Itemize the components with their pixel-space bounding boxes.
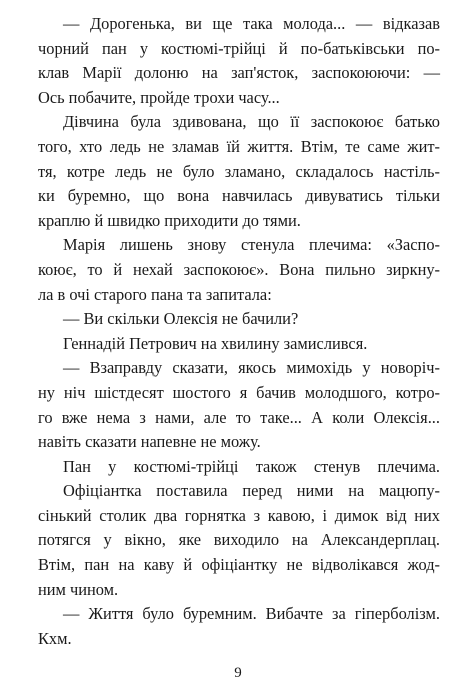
text-line-16: ну ніч шістдесят шостого я бачив молодшого, котро- [38, 382, 440, 402]
text-line-26: Кхм. [38, 628, 72, 648]
text-line-23: Втім, пан на каву й офіціантку не відволікався жод- [38, 555, 440, 575]
text-line-17: го вже нема з нами, але то таке... А коли Олексія... [38, 407, 440, 427]
text-line-10: Марія лишень знову стенула плечима: «Заспо- [63, 235, 440, 255]
text-line-9: краплю й швидко приходити до тями. [38, 210, 301, 230]
text-line-4: Ось побачите, пройде трохи часу... [38, 87, 280, 107]
text-line-1: — Дорогенька, ви ще така молода... — відказав [63, 14, 440, 33]
page-number: 9 [234, 665, 242, 681]
text-line-11: коює, то й нехай заспокоює». Вона пильно зиркну- [38, 259, 440, 279]
text-line-24: ним чином. [38, 579, 119, 599]
text-line-14: Геннадій Петрович на хвилину замислився. [63, 333, 368, 353]
text-line-19: Пан у костюмі-трійці також стенув плечима. [63, 456, 440, 476]
text-line-7: тя, котре ледь не було зламано, складалось настіль- [38, 161, 440, 181]
text-line-15: — Взаправду сказати, якось мимохідь у новоріч- [63, 358, 440, 378]
page-text [38, 12, 440, 651]
text-line-3: клав Марії долоню на зап'ясток, заспокоюючи: — [38, 63, 440, 83]
text-line-18: навіть сказати напевне не можу. [38, 432, 261, 452]
text-line-2: чорний пан у костюмі-трійці й по-батьківськи по- [38, 38, 440, 58]
text-line-12: ла в очі старого пана та запитала: [38, 284, 272, 304]
text-line-22: потягся у вікно, яке виходило на Александерплац. [38, 530, 440, 550]
text-line-5: Дівчина була здивована, що її заспокоює батько [63, 112, 440, 132]
text-line-8: ки буремно, що вона навчилась дивуватись тільки [38, 186, 440, 206]
text-line-6: того, хто ледь не зламав їй життя. Втім, те саме жит- [38, 136, 440, 156]
text-line-25: — Життя було буремним. Вибачте за гіперболізм. [63, 604, 440, 624]
text-line-21: сінький столик два горнятка з кавою, і димок від них [38, 505, 440, 525]
text-line-13: — Ви скільки Олексія не бачили? [63, 309, 299, 329]
text-line-20: Офіціантка поставила перед ними на мацюпу- [63, 481, 440, 501]
